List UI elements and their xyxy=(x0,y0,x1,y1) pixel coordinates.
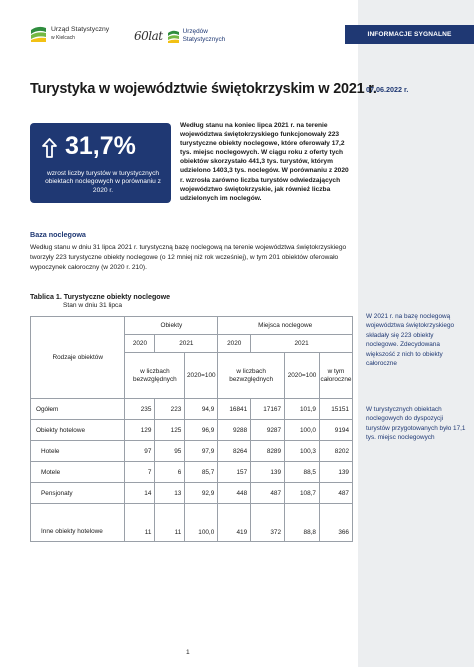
table-caption: Tablica 1. Turystyczne obiekty noclegowe xyxy=(30,293,171,301)
kpi-description: wzrost liczby turystów w turystycznych obiektach noclegowych w porównaniu z 2020 r. xyxy=(45,170,161,194)
cell: 88,5 xyxy=(285,462,320,483)
header-idx-miejsca: 2020=100 xyxy=(285,353,320,399)
cell: 8289 xyxy=(251,441,285,462)
cell: 6 xyxy=(155,462,185,483)
table-row xyxy=(31,504,353,542)
cell: 14 xyxy=(125,483,155,504)
us-logo-icon xyxy=(30,24,47,43)
cell: 129 xyxy=(125,420,155,441)
cell: 448 xyxy=(218,483,251,504)
table-row xyxy=(31,483,353,504)
row-label: Ogółem xyxy=(31,399,125,420)
arrow-up-icon xyxy=(41,137,58,159)
cell: 139 xyxy=(319,462,352,483)
kpi-value: 31,7% xyxy=(65,132,136,160)
cell: 100,0 xyxy=(285,420,320,441)
row-label: Motele xyxy=(31,462,125,483)
table-row xyxy=(31,420,353,441)
cell: 372 xyxy=(251,504,285,542)
cell: 139 xyxy=(251,462,285,483)
table-row xyxy=(31,399,353,420)
logo1-line2: w Kielcach xyxy=(51,34,75,41)
cell: 92,9 xyxy=(185,483,218,504)
header-obiekty: Obiekty xyxy=(125,317,218,335)
page-number: 1 xyxy=(186,649,190,656)
cell: 366 xyxy=(319,504,352,542)
cell: 9287 xyxy=(251,420,285,441)
header-idx-obiekty: 2020=100 xyxy=(185,353,218,399)
data-table xyxy=(30,316,353,542)
publication-date: 07.06.2022 r. xyxy=(366,85,409,94)
logo2-sixty: 60lat xyxy=(134,28,163,43)
header-2021-miejsca: 2021 xyxy=(251,335,353,353)
cell: 101,9 xyxy=(285,399,320,420)
kpi-box xyxy=(30,123,171,203)
cell: 16841 xyxy=(218,399,251,420)
row-label: Pensjonaty xyxy=(31,483,125,504)
cell: 97 xyxy=(125,441,155,462)
row-label: Obiekty hotelowe xyxy=(31,420,125,441)
header-abs-obiekty: w liczbach bezwzględnych xyxy=(125,353,185,399)
header-2020-miejsca: 2020 xyxy=(218,335,251,353)
info-badge: INFORMACJE SYGNALNE xyxy=(345,25,474,44)
cell: 11 xyxy=(155,504,185,542)
header-2020-obiekty: 2020 xyxy=(125,335,155,353)
cell: 13 xyxy=(155,483,185,504)
cell: 7 xyxy=(125,462,155,483)
header-rowlabel: Rodzaje obiektów xyxy=(31,317,125,399)
cell: 108,7 xyxy=(285,483,320,504)
row-label: Hotele xyxy=(31,441,125,462)
cell: 88,8 xyxy=(285,504,320,542)
lead-paragraph: Według stanu na koniec lipca 2021 r. na terenie województwa świętokrzyskiego funkcjonowały 223 turystyczne obiekty noclegowe, które oferowały 17,2 tys. miejsc noclegowych. W ciągu roku z oferty tych obiektów skorzystało 441,3 tys. turystów, którym udzielono 1403,3 tys. noclegów. W porównaniu z 2020 r. wzrosła zarówno liczba turystów odwiedzających województwo świętokrzyskie, jak również liczba udzielonych im noclegów. xyxy=(180,122,349,202)
table-row xyxy=(31,441,353,462)
header-2021-obiekty: 2021 xyxy=(155,335,218,353)
cell: 223 xyxy=(155,399,185,420)
cell: 95 xyxy=(155,441,185,462)
logo2-line2: Statystycznych xyxy=(182,35,226,43)
cell: 9288 xyxy=(218,420,251,441)
header-abs-miejsca: w liczbach bezwzględnych xyxy=(218,353,285,399)
cell: 100,3 xyxy=(285,441,320,462)
cell: 85,7 xyxy=(185,462,218,483)
cell: 11 xyxy=(125,504,155,542)
section-title: Baza noclegowa xyxy=(30,230,86,239)
header-miejsca: Miejsca noclegowe xyxy=(218,317,353,335)
logo2-line1: Urzędów xyxy=(182,28,208,35)
us-small-logo-icon xyxy=(167,29,180,43)
logo1-line1: Urząd Statystyczny xyxy=(51,25,110,33)
cell: 419 xyxy=(218,504,251,542)
cell: 96,9 xyxy=(185,420,218,441)
cell: 157 xyxy=(218,462,251,483)
row-label: Inne obiekty hotelowe xyxy=(31,504,125,542)
logo-60-lat xyxy=(134,28,225,43)
sidebar-note-2: W turystycznych obiektach noclegowych do dyspozycji turystów przygotowanych było 17,1 tys. miejsc noclegowych xyxy=(366,406,466,442)
cell: 15151 xyxy=(319,399,352,420)
table-subcaption: Stan w dniu 31 lipca xyxy=(63,302,123,309)
cell: 8202 xyxy=(319,441,352,462)
cell: 125 xyxy=(155,420,185,441)
cell: 235 xyxy=(125,399,155,420)
header-yearround: w tym całoroczne xyxy=(319,353,352,399)
cell: 487 xyxy=(251,483,285,504)
table-row xyxy=(31,462,353,483)
cell: 94,9 xyxy=(185,399,218,420)
cell: 97,9 xyxy=(185,441,218,462)
body-paragraph: Według stanu w dniu 31 lipca 2021 r. turystyczną bazę noclegową na terenie województwa świętokrzyskiego tworzyły 223 turystyczne obiekty noclegowe (o 12 mniej niż rok wcześniej), w tym 201 obiektów oferowało wypoczynek całoroczny (w 2020 r. 210). xyxy=(30,244,347,271)
cell: 100,0 xyxy=(185,504,218,542)
cell: 8264 xyxy=(218,441,251,462)
page-title: Turystyka w województwie świętokrzyskim w 2021 r. xyxy=(30,81,377,97)
sidebar-note-1: W 2021 r. na bazę noclegową województwa świętokrzyskiego składały się 223 obiekty noclegowe. Zdecydowana większość z nich to obiekty całoroczne xyxy=(366,313,455,368)
cell: 17167 xyxy=(251,399,285,420)
cell: 9194 xyxy=(319,420,352,441)
cell: 487 xyxy=(319,483,352,504)
logo-urzad-statystyczny[interactable] xyxy=(30,24,109,43)
